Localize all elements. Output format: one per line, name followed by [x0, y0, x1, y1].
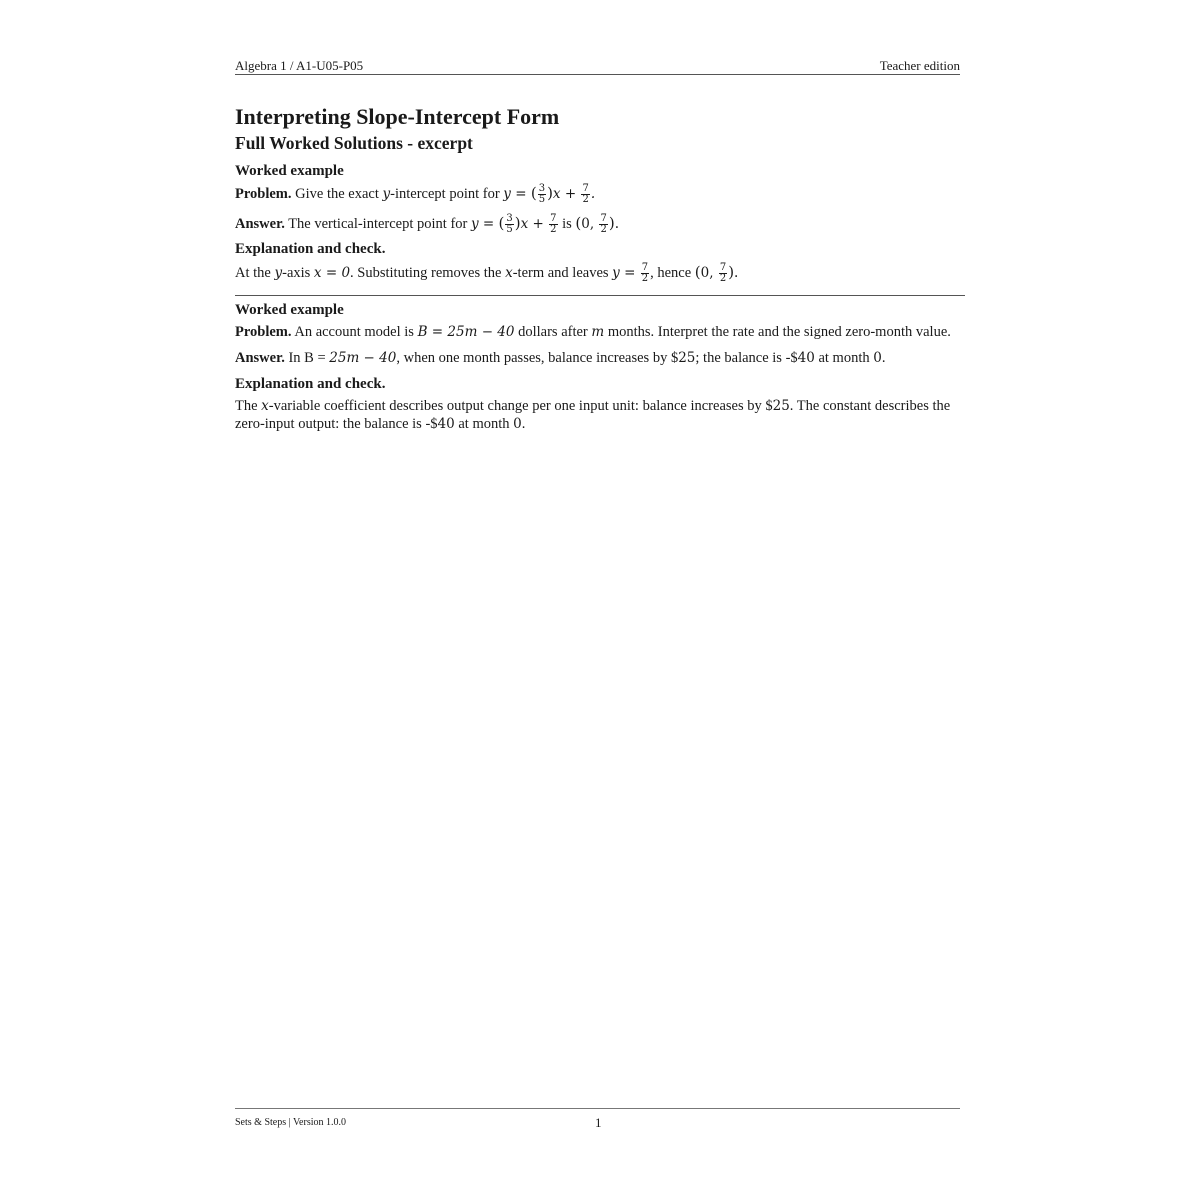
intercept-point: (0, $\frac{7}{2}$ ). [694, 262, 739, 284]
y-equals: y = $\frac{7}{2}$ [612, 262, 649, 284]
page-subtitle: Full Worked Solutions - excerpt [235, 133, 473, 153]
explanation-text: , hence [650, 265, 692, 281]
answer-text: , when one month passes, balance increases by $ [396, 350, 679, 366]
example-2-answer: Answer. In B = 25m − 40, when one month passes, balance increases by $25; the balance is -$40 at month 0. [235, 350, 886, 366]
problem-text-2: -intercept point for [390, 186, 500, 202]
explanation-text: -variable coefficient describes output change per one input unit: balance increases by $ [268, 398, 773, 414]
example-1-answer [235, 214, 963, 235]
var-x: x [505, 265, 513, 281]
explanation-text: At the [235, 265, 271, 281]
problem-text: Give the exact [295, 186, 379, 202]
answer-label: Answer. [235, 216, 285, 232]
start-value: 40 [797, 350, 815, 366]
rate-value: 25 [772, 398, 790, 414]
intercept-fraction: $\frac{7}{2}$ [600, 213, 607, 235]
intercept-fraction: $\frac{7}{2}$ [550, 213, 557, 235]
problem-text: dollars after [518, 324, 588, 340]
example-1-explanation [235, 263, 963, 284]
running-header [235, 58, 960, 75]
intercept-fraction: $\frac{7}{2}$ [582, 183, 589, 205]
example-1-problem [235, 184, 963, 205]
account-equation: B = 25m − 40 [417, 324, 515, 340]
example-1-heading [235, 162, 963, 180]
account-expression: 25m − 40 [329, 350, 397, 366]
section-heading: Worked example [235, 163, 344, 179]
var-y: y [274, 265, 283, 281]
edition-label: Teacher edition [879, 58, 960, 73]
answer-text: ; the balance is -$ [695, 350, 798, 366]
explanation-text: . Substituting removes the [350, 265, 502, 281]
answer-is: is [562, 216, 572, 232]
x-equals-zero: x = 0 [313, 265, 351, 281]
var-x: x [261, 398, 269, 414]
explanation-heading: Explanation and check. [235, 241, 386, 257]
explanation-text: -axis [282, 265, 311, 281]
intercept-fraction: $\frac{7}{2}$ [719, 262, 727, 284]
answer-label: Answer. [235, 350, 285, 366]
page-number: 1 [595, 1115, 602, 1130]
equation: y = ( $\frac{3}{5}$ )x + $\frac{7}{2}$ . [503, 183, 596, 205]
answer-text: In B = [288, 350, 326, 366]
answer-text: The vertical-intercept point for [288, 216, 468, 232]
example-2-explanation-heading [235, 375, 963, 393]
example-1-explanation-heading [235, 240, 963, 258]
rate-value: 25 [678, 350, 696, 366]
example-2-explanation: The x-variable coefficient describes output change per one input unit: balance increases by $25. The constant describes the zero-input output: the balance is -$40 at month 0. [235, 398, 951, 432]
example-2-problem [235, 323, 963, 341]
problem-label: Problem. [235, 324, 292, 340]
footer-rule [235, 1108, 960, 1109]
section-heading: Worked example [235, 302, 344, 318]
intercept-point: (0, $\frac{7}{2}$ ). [575, 213, 619, 235]
course-code: Algebra 1 / A1-U05-P05 [235, 58, 364, 73]
problem-label: Problem. [235, 186, 292, 202]
page [235, 0, 965, 1200]
section-divider [235, 295, 965, 296]
problem-text: An account model is [294, 324, 414, 340]
month-value: 0 [513, 416, 522, 432]
start-value: 40 [437, 416, 455, 432]
explanation-text: at month [458, 416, 510, 432]
page-title: Interpreting Slope-Intercept Form [235, 104, 560, 129]
month-value: 0 [873, 350, 882, 366]
slope-fraction: $\frac{3}{5}$ [506, 213, 513, 235]
var-y: y [382, 186, 391, 202]
example-2-heading [235, 301, 963, 319]
equation: y = ( $\frac{3}{5}$ )x + $\frac{7}{2}$ [470, 213, 557, 235]
var-m: m [591, 324, 605, 340]
problem-text: months. Interpret the rate and the signed zero-month value. [607, 324, 951, 340]
explanation-heading: Explanation and check. [235, 376, 386, 392]
answer-text: at month [818, 350, 870, 366]
explanation-text: -term and leaves [512, 265, 609, 281]
intercept-fraction: $\frac{7}{2}$ [641, 262, 649, 284]
footer-version: Sets & Steps | Version 1.0.0 [235, 1117, 346, 1128]
explanation-text: The [235, 398, 258, 414]
slope-fraction: $\frac{3}{5}$ [538, 183, 546, 205]
explanation-text: . The constant describes the zero-input output: the balance is -$ [235, 398, 951, 432]
